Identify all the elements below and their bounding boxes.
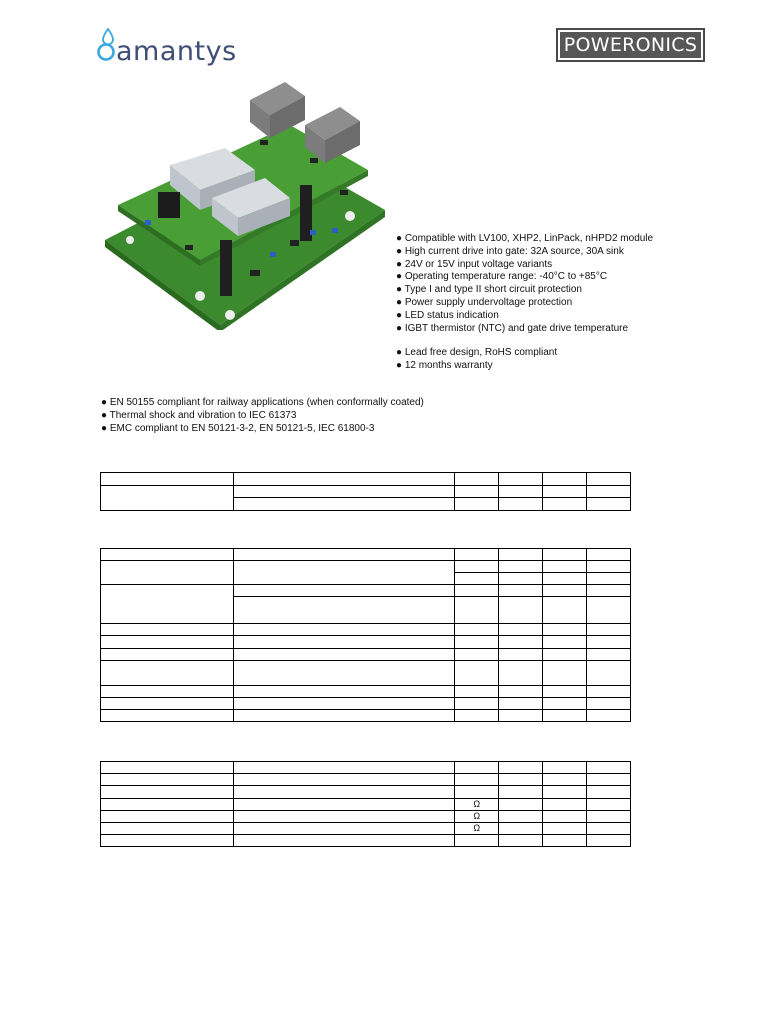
feature-list	[396, 233, 726, 373]
compliance-item: ● EMC compliant to EN 50121-3-2, EN 50121-5, IEC 61800-3	[101, 422, 375, 434]
feature-item: ● LED status indication	[396, 309, 499, 321]
feature-item: ● Operating temperature range: -40°C to +85°C	[396, 271, 608, 283]
feature-item: ● High current drive into gate: 32A source, 30A sink	[396, 245, 624, 257]
feature-item: ● Compatible with LV100, XHP2, LinPack, nHPD2 module	[396, 233, 654, 244]
spec-table-2	[100, 548, 631, 722]
unit-ohm: Ω	[455, 823, 499, 835]
compliance-list	[101, 397, 601, 435]
feature-item: ● Power supply undervoltage protection	[396, 296, 573, 308]
feature-item: ● 24V or 15V input voltage variants	[396, 258, 553, 270]
amantys-wordmark: amantys	[116, 36, 237, 67]
unit-ohm: Ω	[455, 811, 499, 823]
poweronics-logo	[556, 28, 705, 62]
compliance-item: ● Thermal shock and vibration to IEC 61373	[101, 409, 297, 421]
poweronics-wordmark: POWERONICS	[560, 32, 701, 58]
feature-item: ● Lead free design, RoHS compliant	[396, 347, 558, 359]
unit-ohm: Ω	[455, 799, 499, 811]
feature-item: ● 12 months warranty	[396, 360, 493, 372]
spec-table-3	[100, 761, 631, 847]
compliance-item: ● EN 50155 compliant for railway applications (when conformally coated)	[101, 397, 424, 408]
amantys-logo	[96, 26, 237, 70]
feature-item: ● IGBT thermistor (NTC) and gate drive temperature	[396, 322, 629, 334]
spec-table-1	[100, 472, 631, 511]
feature-item: ● Type I and type II short circuit protection	[396, 284, 582, 296]
logo-ring-icon	[96, 42, 116, 62]
pcb-board-render	[100, 70, 390, 330]
